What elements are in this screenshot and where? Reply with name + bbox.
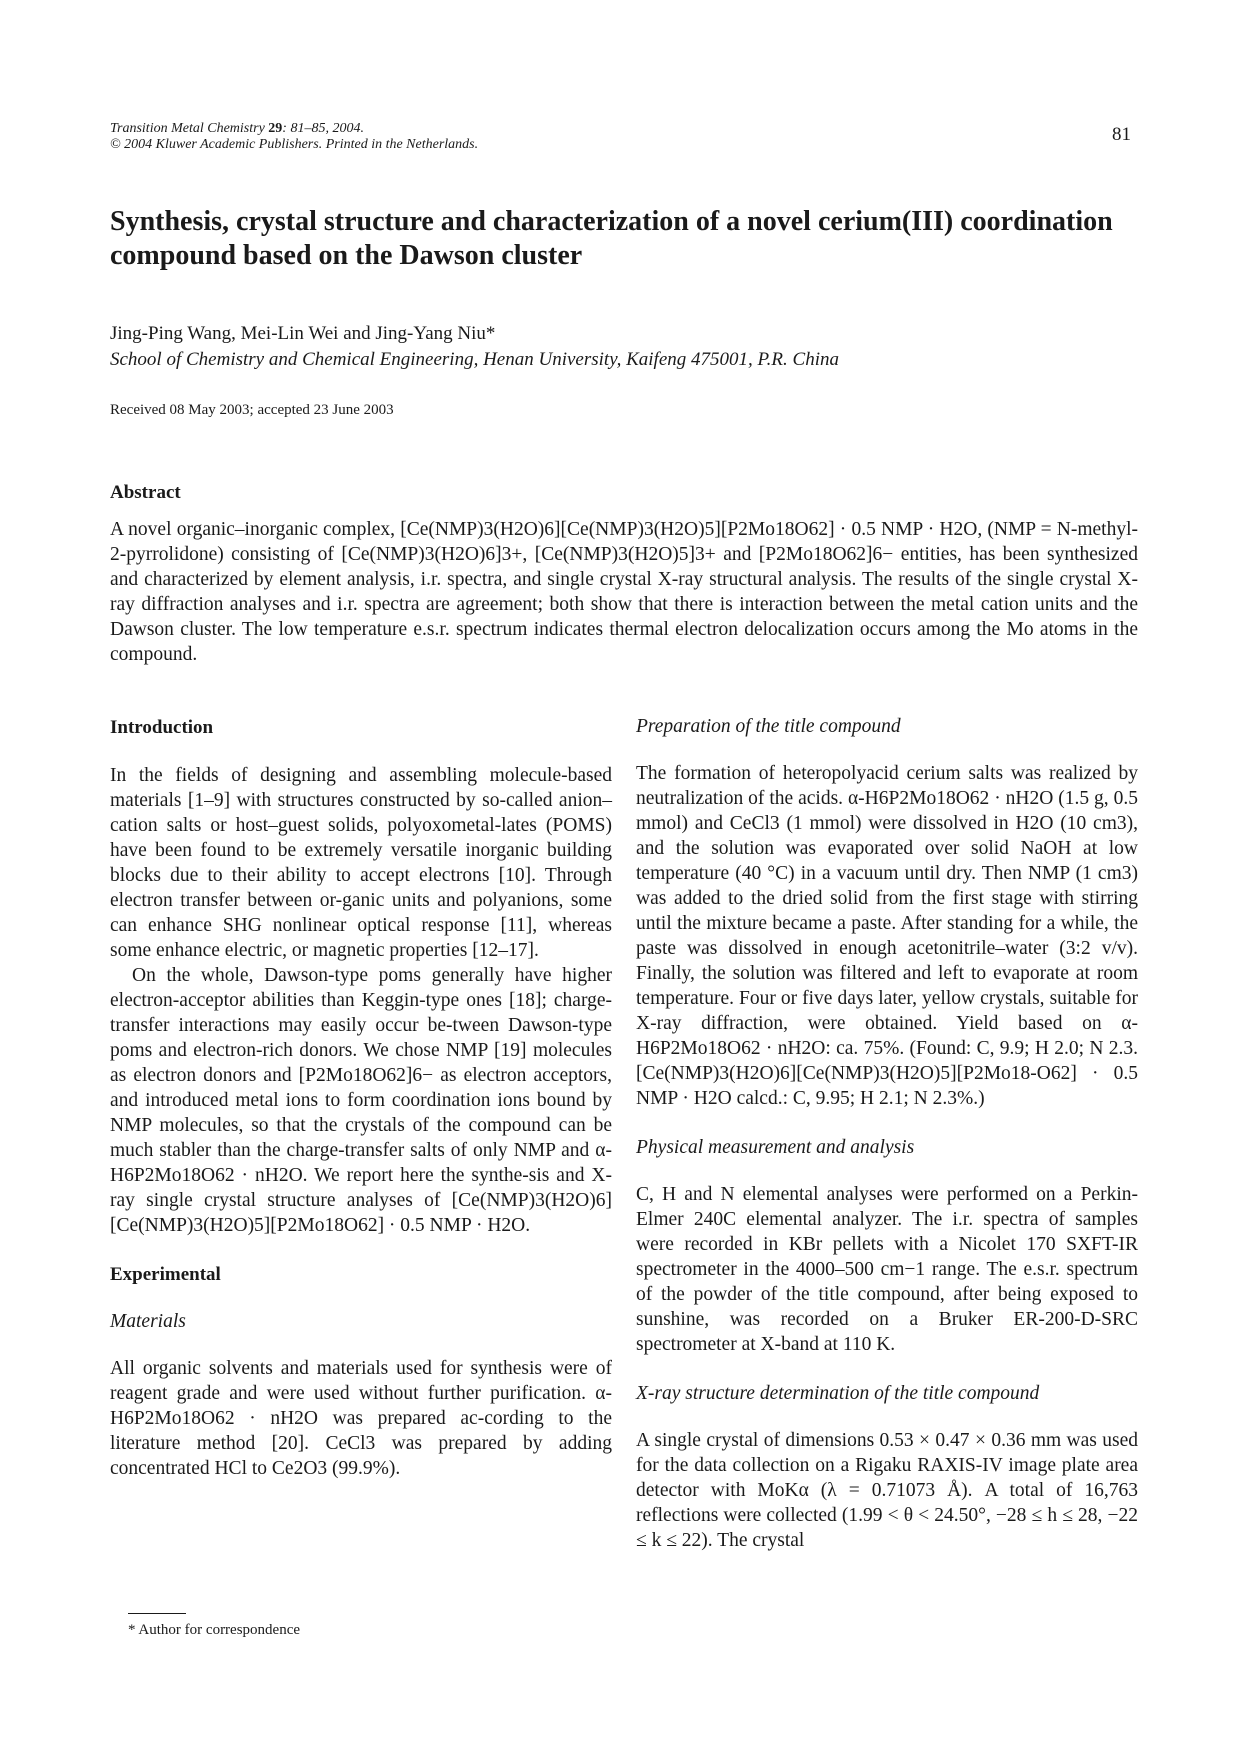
footnote: * Author for correspondence [128, 1622, 301, 1638]
experimental-heading: Experimental [110, 1264, 221, 1285]
abstract-heading: Abstract [110, 482, 181, 503]
journal-pages: : 81–85, 2004. [282, 121, 364, 136]
introduction-paragraph-2: On the whole, Dawson-type poms generally have higher electron-acceptor abilities than Keggin-type ones [18]; charge-transfer interactions may easily occur be-tween Dawson-type poms and electron-rich donors. We chose NMP [19] molecules as electron donors and [P2Mo18O62]6− as electron acceptors, and introduced metal ions to form coordination ions bound by NMP molecules, so that the crystals of the compound can be much stabler than the charge-transfer salts of only NMP and α-H6P2Mo18O62 · nH2O. We report here the synthe-sis and X-ray single crystal structure analyses of [Ce(NMP)3(H2O)6][Ce(NMP)3(H2O)5][P2Mo18O62] · 0.5 NMP · H2O. [110, 965, 612, 1236]
copyright-line: © 2004 Kluwer Academic Publishers. Printed in the Netherlands. [110, 137, 479, 152]
footnote-rule [128, 1613, 186, 1614]
preparation-paragraph: The formation of heteropolyacid cerium salts was realized by neutralization of the acids. α-H6P2Mo18O62 · nH2O (1.5 g, 0.5 mmol) and CeCl3 (1 mmol) were dissolved in H2O (10 cm3), and the solution was evaporated over solid NaOH at low temperature (40 °C) in a vacuum until dry. Then NMP (1 cm3) was added to the dried solid from the first stage with stirring until the mixture became a paste. After standing for a while, the paste was dissolved in enough acetonitrile–water (3:2 v/v). Finally, the solution was filtered and left to evaporate at room temperature. Four or five days later, yellow crystals, suitable for X-ray diffraction, were obtained. Yield based on α-H6P2Mo18O62 · nH2O: ca. 75%. (Found: C, 9.9; H 2.0; N 2.3. [Ce(NMP)3(H2O)6][Ce(NMP)3(H2O)5][P2Mo18-O62] · 0.5 NMP · H2O calcd.: C, 9.95; H 2.1; N 2.3%.) [636, 763, 1138, 1109]
left-column [110, 715, 612, 1481]
received-dates: Received 08 May 2003; accepted 23 June 2003 [110, 402, 394, 418]
introduction-heading: Introduction [110, 717, 214, 738]
materials-heading: Materials [110, 1311, 186, 1332]
journal-citation [110, 121, 478, 153]
journal-line [110, 121, 478, 137]
xray-paragraph: A single crystal of dimensions 0.53 × 0.47 × 0.36 mm was used for the data collection on a Rigaku RAXIS-IV image plate area detector with MoKα (λ = 0.71073 Å). A total of 16,763 reflections were collected (1.99 < θ < 24.50°, −28 ≤ h ≤ 28, −22 ≤ k ≤ 22). The crystal [636, 1430, 1138, 1551]
author-list: Jing-Ping Wang, Mei-Lin Wei and Jing-Yang Niu* [110, 323, 496, 344]
physical-measurement-heading: Physical measurement and analysis [636, 1137, 915, 1158]
preparation-heading: Preparation of the title compound [636, 716, 901, 737]
author-affiliation: School of Chemistry and Chemical Engineering, Henan University, Kaifeng 475001, P.R. China [110, 349, 839, 370]
materials-paragraph: All organic solvents and materials used for synthesis were of reagent grade and were used without further purification. α-H6P2Mo18O62 · nH2O was prepared ac-cording to the literature method [20]. CeCl3 was prepared by adding concentrated HCl to Ce2O3 (99.9%). [110, 1358, 612, 1479]
page-number: 81 [1112, 124, 1131, 145]
xray-heading: X-ray structure determination of the title compound [636, 1383, 1040, 1404]
right-column [636, 714, 1138, 1553]
journal-volume: 29 [268, 121, 283, 136]
article-title: Synthesis, crystal structure and characterization of a novel cerium(III) coordination compound based on the Dawson cluster [110, 206, 1113, 271]
abstract-text: A novel organic–inorganic complex, [Ce(NMP)3(H2O)6][Ce(NMP)3(H2O)5][P2Mo18O62] · 0.5 NMP · H2O, (NMP = N-methyl-2-pyrrolidone) consisting of [Ce(NMP)3(H2O)6]3+, [Ce(NMP)3(H2O)5]3+ and [P2Mo18O62]6− entities, has been synthesized and characterized by element analysis, i.r. spectra, and single crystal X-ray structural analysis. The results of the single crystal X-ray diffraction analyses and i.r. spectra are agreement; both show that there is interaction between the metal cation units and the Dawson cluster. The low temperature e.s.r. spectrum indicates thermal electron delocalization occurs among the Mo atoms in the compound. [110, 519, 1138, 665]
physical-measurement-paragraph: C, H and N elemental analyses were performed on a Perkin-Elmer 240C elemental analyzer. The i.r. spectra of samples were recorded in KBr pellets with a Nicolet 170 SXFT-IR spectrometer in the 4000–500 cm−1 range. The e.s.r. spectrum of the powder of the title compound, after being exposed to sunshine, was recorded on a Bruker ER-200-D-SRC spectrometer at X-band at 110 K. [636, 1184, 1138, 1355]
introduction-paragraph-1: In the fields of designing and assembling molecule-based materials [1–9] with structures constructed by so-called anion–cation salts or host–guest solids, polyoxometal-lates (POMS) have been found to be extremely versatile inorganic building blocks due to their ability to accept electrons [10]. Through electron transfer between or-ganic units and polyanions, some can enhance SHG nonlinear optical response [11], whereas some enhance electric, or magnetic properties [12–17]. [110, 765, 612, 961]
journal-name: Transition Metal Chemistry [110, 121, 265, 136]
